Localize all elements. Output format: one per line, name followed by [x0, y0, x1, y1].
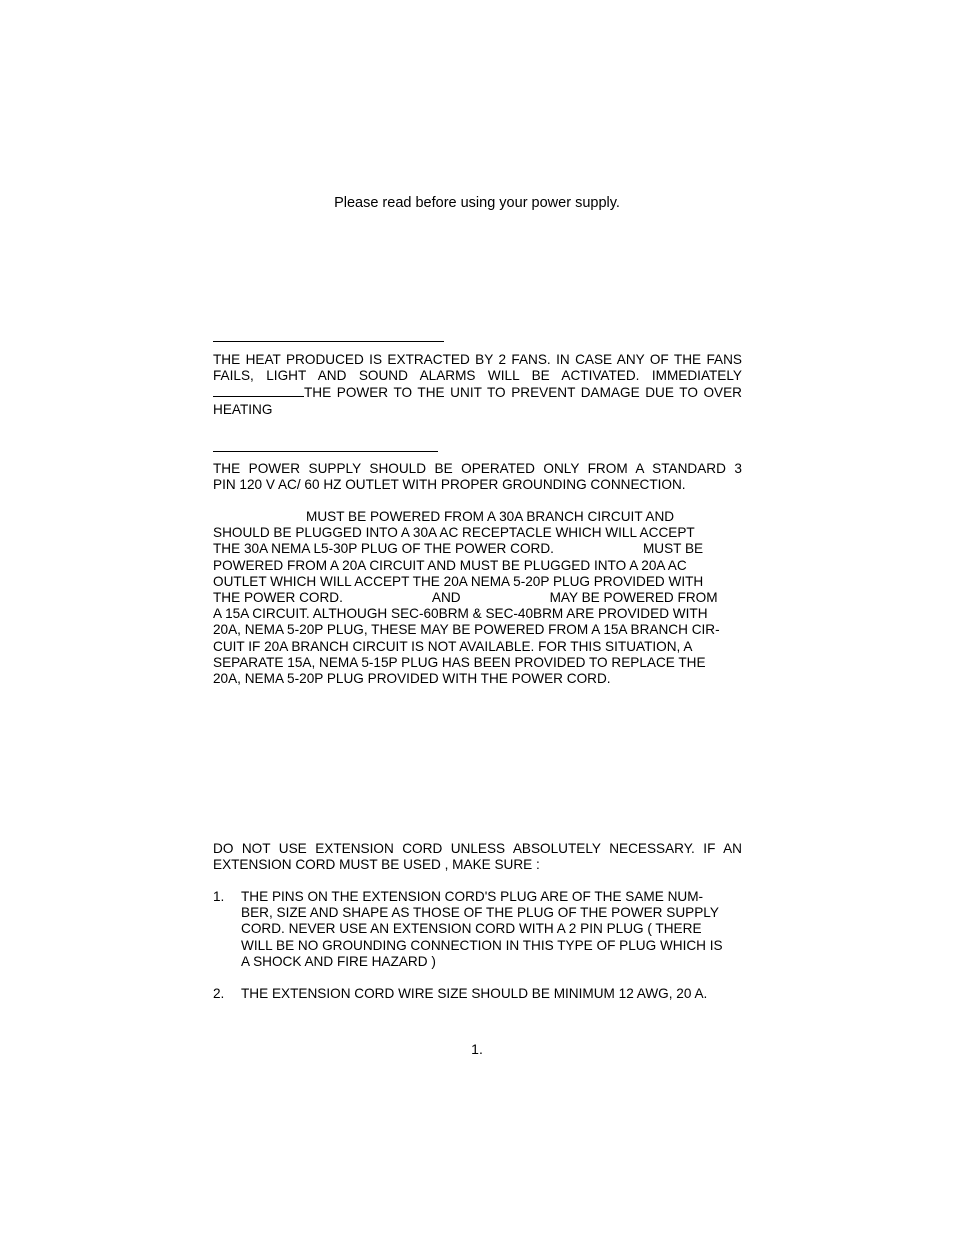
fans-line-2: FAILS, LIGHT AND SOUND ALARMS WILL BE ACTIVATED. IMMEDIATELY: [213, 368, 742, 384]
circuit-paragraph: [213, 509, 742, 687]
circuit-line-4: POWERED FROM A 20A CIRCUIT AND MUST BE PLUGGED INTO A 20A AC: [213, 557, 687, 573]
circuit-line-3b: MUST BE: [642, 541, 704, 557]
circuit-line-9: CUIT IF 20A BRANCH CIRCUIT IS NOT AVAILABLE. FOR THIS SITUATION, A: [213, 638, 693, 654]
circuit-line-6: [213, 590, 742, 606]
extension-line-2: EXTENSION CORD MUST BE USED , MAKE SURE :: [213, 857, 540, 873]
fans-warning-paragraph: [213, 352, 742, 418]
circuit-line-6b: AND: [431, 590, 461, 606]
circuit-line-6a: THE POWER CORD.: [213, 590, 343, 606]
list-item-line: THE PINS ON THE EXTENSION CORD'S PLUG ARE OF THE SAME NUM-: [241, 889, 704, 904]
intro-text: Please read before using your power supply.: [334, 195, 620, 211]
circuit-line-7: A 15A CIRCUIT. ALTHOUGH SEC-60BRM & SEC-40BRM ARE PROVIDED WITH: [213, 606, 708, 622]
list-item-number: 2.: [213, 986, 225, 1001]
section-heading-underline: [213, 341, 444, 342]
circuit-line-3: [213, 541, 742, 557]
list-item-number: 1.: [213, 889, 225, 904]
circuit-line-3a: THE 30A NEMA L5-30P PLUG OF THE POWER CORD.: [213, 541, 554, 557]
grounding-paragraph: [213, 461, 742, 493]
list-item-line: WILL BE NO GROUNDING CONNECTION IN THIS TYPE OF PLUG WHICH IS: [241, 937, 723, 953]
section-heading-underline: [213, 451, 438, 452]
circuit-line-10: SEPARATE 15A, NEMA 5-15P PLUG HAS BEEN PROVIDED TO REPLACE THE: [213, 654, 706, 670]
grounding-line-1: THE POWER SUPPLY SHOULD BE OPERATED ONLY FROM A STANDARD 3: [213, 461, 742, 476]
fans-line-4: HEATING: [213, 401, 273, 417]
circuit-line-1-text: MUST BE POWERED FROM A 30A BRANCH CIRCUIT AND: [306, 509, 675, 524]
circuit-line-5: OUTLET WHICH WILL ACCEPT THE 20A NEMA 5-20P PLUG PROVIDED WITH: [213, 573, 704, 589]
list-item-line: THE EXTENSION CORD WIRE SIZE SHOULD BE MINIMUM 12 AWG, 20 A.: [241, 986, 708, 1001]
extension-line-1: DO NOT USE EXTENSION CORD UNLESS ABSOLUTELY NECESSARY. IF AN: [213, 841, 742, 856]
fans-line-3: [213, 384, 742, 401]
grounding-line-2: PIN 120 V AC/ 60 HZ OUTLET WITH PROPER GROUNDING CONNECTION.: [213, 477, 686, 493]
list-item-text: [241, 889, 742, 970]
circuit-line-1: [213, 509, 742, 525]
circuit-line-2: SHOULD BE PLUGGED INTO A 30A AC RECEPTACLE WHICH WILL ACCEPT: [213, 525, 695, 541]
list-item-text: [241, 986, 742, 1002]
circuit-line-6c: MAY BE POWERED FROM: [549, 590, 718, 606]
fill-in-blank: [213, 384, 304, 397]
list-item-line: A SHOCK AND FIRE HAZARD ): [241, 953, 436, 969]
list-item-line: CORD. NEVER USE AN EXTENSION CORD WITH A 2 PIN PLUG ( THERE: [241, 921, 702, 937]
circuit-line-8: 20A, NEMA 5-20P PLUG, THESE MAY BE POWERED FROM A 15A BRANCH CIR-: [213, 622, 720, 638]
circuit-line-11: 20A, NEMA 5-20P PLUG PROVIDED WITH THE POWER CORD.: [213, 671, 611, 687]
fans-line-1: THE HEAT PRODUCED IS EXTRACTED BY 2 FANS. IN CASE ANY OF THE FANS: [213, 352, 742, 367]
list-item-line: BER, SIZE AND SHAPE AS THOSE OF THE PLUG OF THE POWER SUPPLY: [241, 905, 719, 921]
fans-line-3-text: THE POWER TO THE UNIT TO PREVENT DAMAGE DUE TO OVER: [304, 385, 742, 401]
extension-cord-paragraph: [213, 841, 742, 873]
page-number: 1.: [471, 1041, 483, 1057]
